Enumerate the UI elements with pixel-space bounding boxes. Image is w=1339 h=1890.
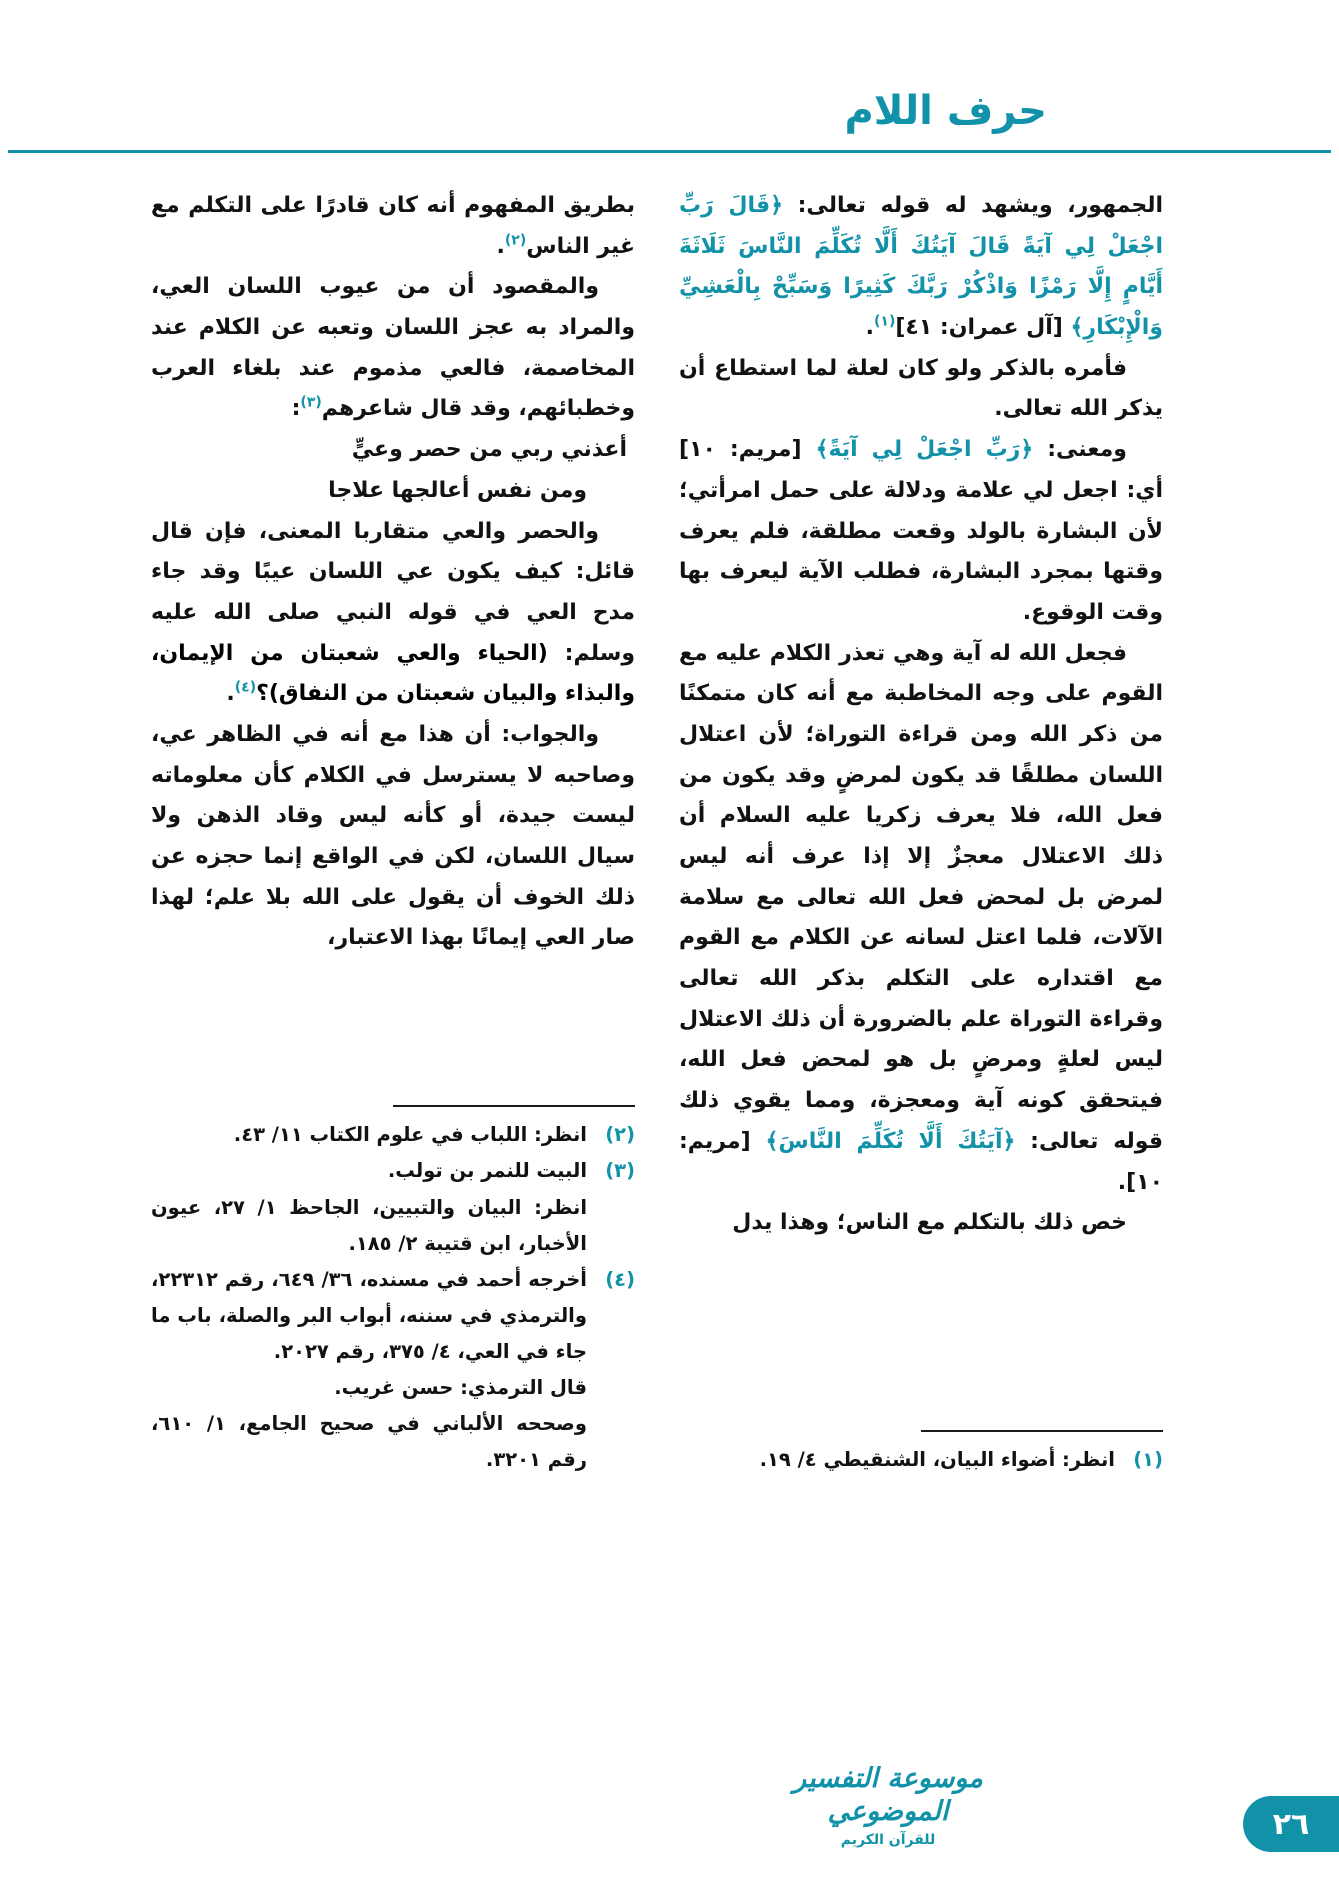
quran-verse: ﴿آيَتُكَ أَلَّا تُكَلِّمَ النَّاسَ﴾ xyxy=(750,1128,1016,1154)
body-text: ومعنى: xyxy=(1033,437,1127,463)
left-footnotes xyxy=(151,1091,635,1478)
page-header-title: حرف اللام xyxy=(844,88,1047,134)
body-text: والمقصود أن من عيوب اللسان العي، والمراد به عجز اللسان وتعبه عن الكلام عند المخاصمة، فالعي مذموم عند بلغاء العرب وخطبائهم، وقد قال شاعرهم xyxy=(151,274,635,422)
footnote xyxy=(151,1153,635,1189)
poetry-line xyxy=(151,430,635,471)
body-text: . xyxy=(1117,1169,1127,1195)
right-footnote-list xyxy=(679,1442,1163,1478)
footnote-text: انظر: البيان والتبيين، الجاحظ ١/ ٢٧، عيون الأخبار، ابن قتيبة ٢/ ١٨٥. xyxy=(151,1195,587,1255)
footnote xyxy=(151,1370,635,1406)
footnote-text: انظر: أضواء البيان، الشنقيطي ٤/ ١٩. xyxy=(759,1447,1115,1471)
publisher-logo-subtitle: للقرآن الكريم xyxy=(840,1832,936,1848)
body-text: والجواب: أن هذا مع أنه في الظاهر عي، وصاحبه لا يسترسل في الكلام كأن معلوماته ليست جيدة، أو كأنه ليس وقاد الذهن ولا سيال اللسان، لكن في الواقع إنما حجزه عن ذلك الخوف أن يقول على الله بلا علم؛ لهذا صار العي إيمانًا بهذا الاعتبار، xyxy=(151,721,635,951)
paragraph xyxy=(151,512,635,715)
left-column xyxy=(151,186,635,1478)
footnote-text: قال الترمذي: حسن غريب. xyxy=(334,1375,587,1399)
paragraph xyxy=(679,430,1163,633)
right-column xyxy=(679,186,1163,1478)
paragraph xyxy=(679,634,1163,1204)
verse-reference: [مريم: ١٠] xyxy=(679,437,802,463)
body-text: . xyxy=(865,315,874,341)
right-footnotes xyxy=(679,1416,1163,1478)
hadith-text: (الحياء والعي شعبتان من الإيمان، والبذاء والبيان شعبتان من النفاق)؟ xyxy=(151,640,635,707)
footnote-text: انظر: اللباب في علوم الكتاب ١١/ ٤٣. xyxy=(233,1123,587,1147)
page-content xyxy=(151,186,1163,1478)
footnote-marker: (٤) xyxy=(234,679,257,696)
footnote-text: أخرجه أحمد في مسنده، ٣٦/ ٦٤٩، رقم ٢٢٣١٢، والترمذي في سننه، أبواب البر والصلة، باب ما جاء في العي، ٤/ ٣٧٥، رقم ٢٠٢٧. xyxy=(151,1267,587,1363)
footnote xyxy=(679,1442,1163,1478)
page-number: ٢٦ xyxy=(1272,1806,1310,1842)
body-text: خص ذلك بالتكلم مع الناس؛ وهذا يدل xyxy=(732,1210,1127,1236)
body-text: : xyxy=(291,396,301,422)
footnote-divider xyxy=(921,1430,1163,1432)
footnote-number: (١) xyxy=(1133,1447,1163,1471)
paragraph xyxy=(679,1203,1163,1244)
footnote-number xyxy=(587,1406,635,1478)
verse-reference: [مريم: ١٠] xyxy=(679,1128,1163,1195)
paragraph xyxy=(679,186,1163,349)
quran-verse: ﴿قَالَ رَبِّ اجْعَلْ لِي آيَةً قَالَ آيَتُكَ أَلَّا تُكَلِّمَ النَّاسَ ثَلَاثَةَ أَيَّامٍ إِلَّا رَمْزًا وَاذْكُرْ رَبَّكَ كَثِيرًا وَسَبِّحْ بِالْعَشِيِّ وَالْإِبْكَارِ﴾ xyxy=(679,193,1163,341)
header-divider xyxy=(8,150,1331,153)
right-column-text xyxy=(679,186,1163,1244)
footnote-number xyxy=(587,1190,635,1262)
body-text: فجعل الله له آية وهي تعذر الكلام عليه مع القوم على وجه المخاطبة مع أنه كان متمكنًا من ذكر الله ومن قراءة التوراة؛ لأن اعتلال اللسان مطلقًا قد يكون لمرضٍ وقد يكون من فعل الله، فلا يعرف زكريا عليه السلام أن ذلك الاعتلال معجزٌ إلا إذا عرف أنه ليس لمرض بل لمحض فعل الله تعالى مع سلامة الآلات، فلما اعتل لسانه عن الكلام مع القوم مع اقتداره على التكلم بذكر الله تعالى وقراءة التوراة علم بالضرورة أن ذلك الاعتلال ليس لعلةٍ ومرضٍ بل هو لمحض فعل الله، فيتحقق كونه آية ومعجزة، ومما يقوي ذلك قوله تعالى: xyxy=(679,640,1163,1154)
body-text: والحصر والعي متقاربا المعنى، فإن قال قائل: كيف يكون عي اللسان عيبًا وقد جاء مدح العي في قوله النبي صلى الله عليه وسلم: xyxy=(151,518,635,666)
footnote xyxy=(151,1406,635,1478)
body-text: . xyxy=(496,233,505,259)
left-footnote-list xyxy=(151,1117,635,1478)
paragraph xyxy=(151,186,635,267)
footnote-marker: (١) xyxy=(873,313,896,330)
footnote xyxy=(151,1190,635,1262)
body-text: أعذني ربي من حصر وعيٍّ xyxy=(351,437,627,463)
body-text: . xyxy=(226,681,235,707)
footnote-text: البيت للنمر بن تولب. xyxy=(387,1159,587,1183)
verse-reference: [آل عمران: ٤١] xyxy=(895,315,1063,341)
footnote-marker: (٢) xyxy=(504,232,527,249)
body-text: الجمهور، ويشهد له قوله تعالى: xyxy=(783,193,1163,218)
footnote-number: (٤) xyxy=(605,1267,635,1291)
body-text: بطريق المفهوم أنه كان قادرًا على التكلم مع غير الناس xyxy=(151,193,635,259)
publisher-logo-title: موسوعة التفسير الموضوعي xyxy=(793,1763,983,1827)
footnote-divider xyxy=(393,1105,635,1107)
body-text: ومن نفس أعالجها علاجا xyxy=(328,477,587,503)
footnote-marker: (٣) xyxy=(300,395,322,412)
paragraph xyxy=(151,267,635,430)
paragraph xyxy=(679,349,1163,430)
page-number-badge xyxy=(1243,1796,1339,1852)
quran-verse: ﴿رَبِّ اجْعَلْ لِي آيَةً﴾ xyxy=(801,437,1034,463)
poetry-line xyxy=(151,471,635,512)
footnote-number xyxy=(587,1370,635,1406)
paragraph xyxy=(151,715,635,959)
body-text: فأمره بالذكر ولو كان لعلة لما استطاع أن يذكر الله تعالى. xyxy=(679,355,1163,422)
footnote xyxy=(151,1262,635,1370)
left-column-text xyxy=(151,186,635,959)
footnote-number: (٣) xyxy=(605,1159,635,1183)
body-text: أي: اجعل لي علامة ودلالة على حمل امرأتي؛ لأن البشارة بالولد وقعت مطلقة، فلم يعرف وقتها بمجرد البشارة، فطلب الآية ليعرف بها وقت الوقوع. xyxy=(679,477,1163,625)
publisher-logo xyxy=(763,1763,1013,1848)
footnote-number: (٢) xyxy=(605,1123,635,1147)
footnote xyxy=(151,1117,635,1153)
footnote-text: وصححه الألباني في صحيح الجامع، ١/ ٦١٠، رقم ٣٢٠١. xyxy=(151,1411,587,1471)
